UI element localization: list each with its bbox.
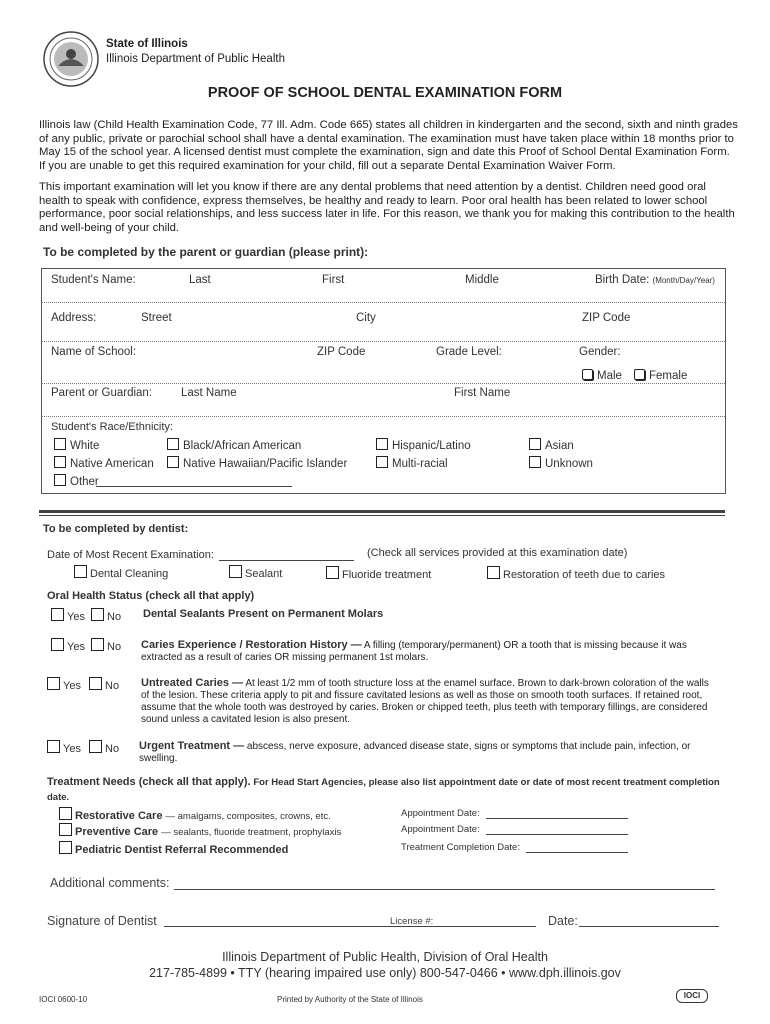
no-label: No [107,641,122,653]
checkbox[interactable] [487,566,500,579]
service-fluoride[interactable] [326,566,431,581]
no-label: No [105,680,120,692]
intro-paragraph-2: This important examination will let you know if there are any dental problems that need attention by a dentist. Children need good oral health to speak with confidence, express themselves, be healthy and ready to learn. Poor oral health has been related to lower school performance, poor social relationships, and less success later in life. For this reason, we thank you for making this contribution to the health and well-being of your child. [39,181,735,234]
checkbox[interactable] [54,456,66,468]
race-option-asian[interactable] [529,438,574,452]
checkbox[interactable] [91,608,104,621]
row-divider [41,416,725,417]
form-title: PROOF OF SCHOOL DENTAL EXAMINATION FORM [207,85,563,101]
intro-paragraph-1: Illinois law (Child Health Examination Code, 77 Ill. Adm. Code 665) states all children in kindergarten and the second, sixth and ninth grades of any public, private or parochial school shall have a dental examination. The examination must have taken place within 18 months prior to May 15 of the school year. A licensed dentist must complete the examination, sign and date this Proof of School Dental Examination Form. If you are unable to get this required examination for your child, fill out a separate Dental Examination Waiver Form. [39,119,738,172]
additional-comments-label: Additional comments: [50,876,170,890]
gender-male-option[interactable] [582,369,622,382]
state-seal-icon [42,30,100,88]
checkbox[interactable] [59,807,72,820]
sealants-title: Dental Sealants Present on Permanent Molars [143,608,384,620]
checkbox[interactable] [59,841,72,854]
checkbox[interactable] [326,566,339,579]
treatment-needs-title: Treatment Needs (check all that apply). [47,776,251,788]
option-label: Dental Cleaning [90,568,169,580]
caries-history-no[interactable] [91,638,121,653]
untreated-caries-item [141,677,713,726]
race-option-hawaiian[interactable] [167,456,347,470]
option-label: Multi-racial [392,458,448,470]
license-label: License #: [390,916,434,927]
untreated-caries-yes[interactable] [47,677,81,692]
untreated-caries-no[interactable] [89,677,119,692]
option-label: Other [70,476,99,488]
checkbox[interactable] [54,438,66,450]
restorative-date-label: Appointment Date: [401,808,480,819]
checkbox[interactable] [47,740,60,753]
date-label: Date: [548,914,578,928]
caries-history-yes[interactable] [51,638,85,653]
race-option-other[interactable] [54,474,99,488]
caries-history-item [141,639,711,664]
preventive-date-field[interactable] [486,834,628,835]
checkbox[interactable] [167,438,179,450]
need-preventive[interactable] [59,823,341,838]
address-label: Address: [51,312,97,324]
urgent-treatment-desc: abscess, nerve exposure, advanced disease state, signs or symptoms that include pain, infection, or swelling. [139,741,691,764]
sealants-yes[interactable] [51,608,85,623]
check-services-note: (Check all services provided at this examination date) [367,547,628,559]
exam-date-label: Date of Most Recent Examination: [47,549,214,561]
untreated-caries-desc: At least 1/2 mm of tooth structure loss at the enamel surface. Brown to dark-brown coloration of the walls of the lesion. These criteria apply to pit and fissure cavitated lesions as well as those on smooth tooth surfaces. If retained root, assume that the whole tooth was destroyed by caries. Broken or chipped teeth, plus teeth with temporary fillings, are considered sound unless a cavitated lesion is also present. [141,678,709,725]
female-radio[interactable] [634,369,645,380]
need-desc: — sealants, fluoride treatment, prophylaxis [161,827,342,838]
checkbox[interactable] [529,438,541,450]
urgent-treatment-title: Urgent Treatment — [139,740,245,752]
need-title: Restorative Care [75,810,163,822]
need-referral[interactable] [59,841,288,856]
completion-date-label: Treatment Completion Date: [401,842,520,853]
race-option-white[interactable] [54,438,99,452]
school-name-label: Name of School: [51,346,137,358]
section-divider [39,515,725,516]
union-bug-logo: IOCI [676,989,708,1003]
dentist-section-heading: To be completed by dentist: [43,523,189,535]
parent-guardian-label: Parent or Guardian: [51,387,153,399]
race-option-black[interactable] [167,438,301,452]
service-dental-cleaning[interactable] [74,565,168,580]
checkbox[interactable] [229,565,242,578]
sealants-no[interactable] [91,608,121,623]
caries-history-desc: A filling (temporary/permanent) OR a tooth that is missing because it was extracted as a result of caries OR missing permanent 1st molars. [141,640,687,663]
yes-label: Yes [67,611,85,623]
checkbox[interactable] [89,740,102,753]
checkbox[interactable] [74,565,87,578]
untreated-caries-title: Untreated Caries — [141,677,244,689]
oral-health-status-heading: Oral Health Status (check all that apply) [47,590,255,602]
other-text-field[interactable] [96,486,292,487]
option-label: White [70,440,100,452]
checkbox[interactable] [529,456,541,468]
need-title: Pediatric Dentist Referral Recommended [75,844,289,856]
male-radio[interactable] [582,369,593,380]
checkbox[interactable] [89,677,102,690]
checkbox[interactable] [376,456,388,468]
footer-division: Illinois Department of Public Health, Division of Oral Health [222,950,548,964]
need-desc: — amalgams, composites, crowns, etc. [165,811,331,822]
footer-contact: 217-785-4899 • TTY (hearing impaired use only) 800-547-0466 • www.dph.illinois.gov [149,966,621,980]
race-option-multiracial[interactable] [376,456,448,470]
service-sealant[interactable] [229,565,282,580]
treatment-needs-heading [47,775,727,805]
checkbox[interactable] [47,677,60,690]
female-label: Female [649,370,688,382]
checkbox[interactable] [54,474,66,486]
checkbox[interactable] [376,438,388,450]
option-label: Restoration of teeth due to caries [503,569,666,581]
grade-level-label: Grade Level: [436,346,502,358]
row-divider [41,383,725,384]
urgent-treatment-no[interactable] [89,740,119,755]
checkbox[interactable] [51,638,64,651]
race-option-native-american[interactable] [54,456,154,470]
race-option-unknown[interactable] [529,456,593,470]
option-label: Asian [545,440,574,452]
section-divider [39,510,725,513]
signature-date-field[interactable] [579,926,719,927]
treatment-needs-note: For Head Start Agencies, please also list appointment date or date of most recent treatment completion date. [47,777,720,803]
student-last-label: Last [189,274,211,286]
yes-label: Yes [63,743,81,755]
gender-label: Gender: [579,346,621,358]
urgent-treatment-item [139,740,713,765]
agency-state: State of Illinois [106,38,188,50]
pg-last-label: Last Name [181,387,237,399]
option-label: Fluoride treatment [342,569,432,581]
gender-female-option[interactable] [634,369,687,382]
need-restorative[interactable] [59,807,331,822]
option-label: Native Hawaiian/Pacific Islander [183,458,348,470]
zip-label: ZIP Code [582,312,631,324]
row-divider [41,302,725,303]
city-label: City [356,312,376,324]
school-zip-label: ZIP Code [317,346,366,358]
service-restoration[interactable] [487,566,665,581]
male-label: Male [597,370,622,382]
option-label: Sealant [245,568,283,580]
dentist-signature-field[interactable] [164,926,536,927]
form-id: IOCI 0600-10 [39,995,88,1004]
dentist-signature-label: Signature of Dentist [47,914,157,928]
birth-date-label [595,274,715,286]
urgent-treatment-yes[interactable] [47,740,81,755]
race-ethnicity-label: Student's Race/Ethnicity: [51,421,173,433]
checkbox[interactable] [167,456,179,468]
option-label: Native American [70,458,154,470]
birth-date-text: Birth Date: [595,274,650,286]
restorative-date-field[interactable] [486,818,628,819]
no-label: No [105,743,120,755]
pg-first-label: First Name [454,387,511,399]
race-option-hispanic[interactable] [376,438,471,452]
exam-date-field[interactable] [219,560,354,561]
preventive-date-label: Appointment Date: [401,824,480,835]
caries-history-title: Caries Experience / Restoration History — [141,639,362,651]
printed-by: Printed by Authority of the State of Illinois [277,995,423,1004]
agency-department: Illinois Department of Public Health [106,53,285,65]
parent-section-heading: To be completed by the parent or guardian (please print): [43,245,369,259]
street-label: Street [141,312,172,324]
student-middle-label: Middle [465,274,499,286]
yes-label: Yes [67,641,85,653]
birth-date-hint: (Month/Day/Year) [652,276,715,285]
need-title: Preventive Care [75,826,159,838]
option-label: Hispanic/Latino [392,440,471,452]
checkbox[interactable] [51,608,64,621]
yes-label: Yes [63,680,81,692]
no-label: No [107,611,122,623]
additional-comments-field[interactable] [174,889,715,890]
student-name-label: Student's Name: [51,274,136,286]
completion-date-field[interactable] [526,852,628,853]
option-label: Unknown [545,458,593,470]
row-divider [41,341,725,342]
checkbox[interactable] [59,823,72,836]
checkbox[interactable] [91,638,104,651]
option-label: Black/African American [183,440,302,452]
student-first-label: First [322,274,345,286]
